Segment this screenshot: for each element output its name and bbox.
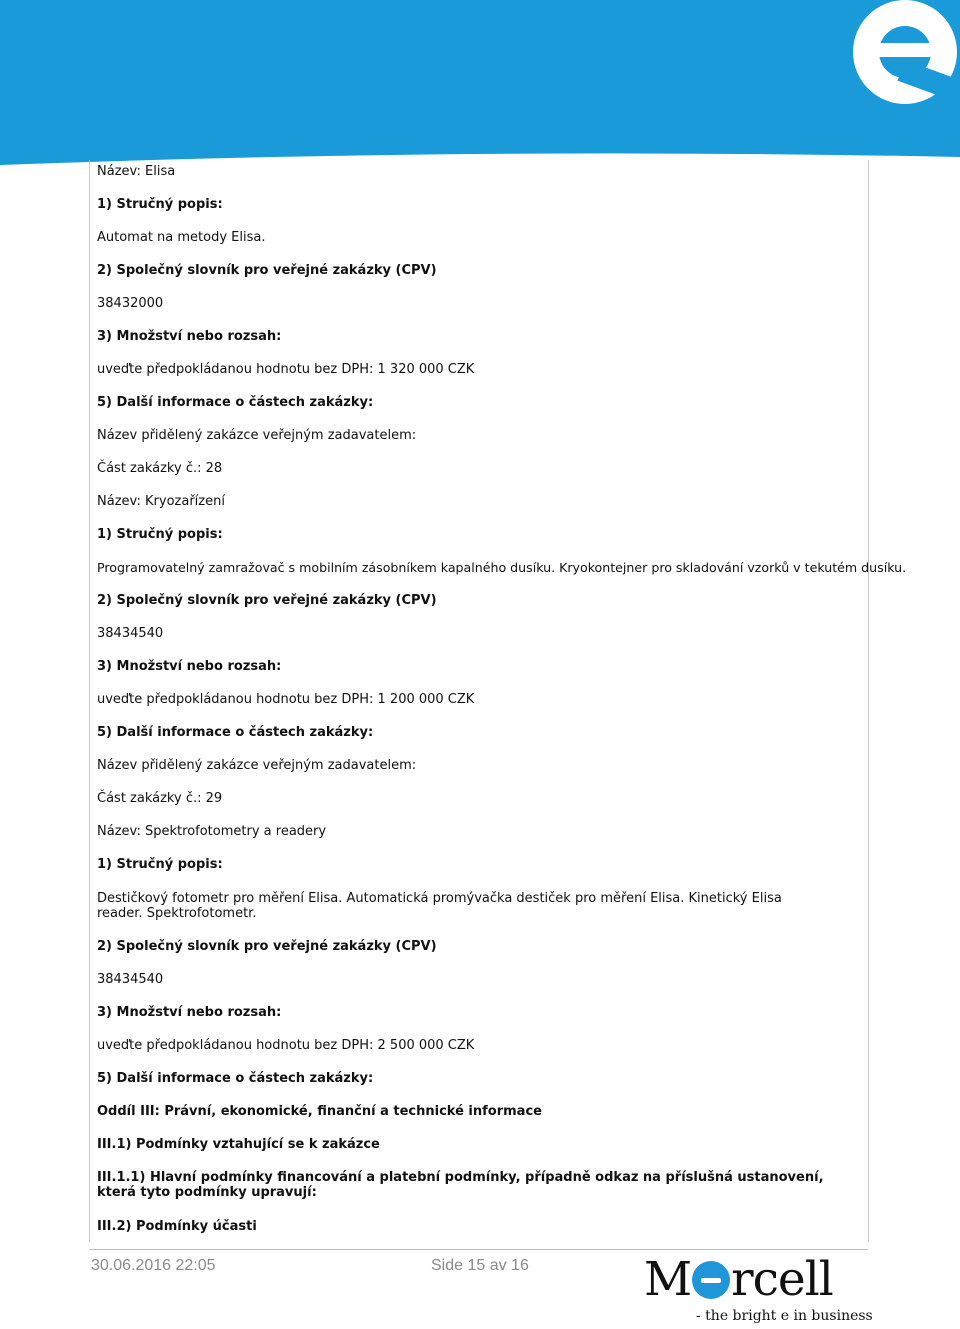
- company-logo: [644, 1252, 873, 1329]
- cpv-code: 38434540: [97, 972, 164, 987]
- section-heading: 5) Další informace o částech zakázky:: [97, 725, 374, 740]
- logo-e-icon: [692, 1261, 730, 1299]
- part-number-line: Část zakázky č.: 28: [97, 461, 223, 476]
- section-heading: 2) Společný slovník pro veřejné zakázky (CPV): [97, 263, 437, 278]
- field-label: Název přidělený zakázce veřejným zadavatelem:: [97, 758, 417, 773]
- footer-divider: [89, 1249, 868, 1250]
- section-heading: 1) Stručný popis:: [97, 527, 223, 542]
- estimated-value: uveďte předpokládanou hodnotu bez DPH: 1 320 000 CZK: [97, 362, 475, 377]
- cpv-code: 38434540: [97, 626, 164, 641]
- logo-tagline: - the bright e in business: [696, 1308, 873, 1324]
- description-text: Programovatelný zamražovač s mobilním zásobníkem kapalného dusíku. Kryokontejner pro skladování vzorků v tekutém dusíku.: [97, 560, 907, 575]
- section-heading: III.1) Podmínky vztahující se k zakázce: [97, 1137, 380, 1152]
- header-band-graphic: [0, 0, 960, 165]
- description-text: Destičkový fotometr pro měření Elisa. Automatická promývačka destiček pro měření Elisa. Kinetický Elisa reader. Spektrofotometr.: [97, 891, 782, 921]
- section-heading: 5) Další informace o částech zakázky:: [97, 1071, 374, 1086]
- cpv-code: 38432000: [97, 296, 164, 311]
- section-heading: 3) Množství nebo rozsah:: [97, 1005, 282, 1020]
- section-heading: 5) Další informace o částech zakázky:: [97, 395, 374, 410]
- page-number: Side 15 av 16: [431, 1257, 529, 1274]
- section-heading: 2) Společný slovník pro veřejné zakázky (CPV): [97, 593, 437, 608]
- section-heading: 1) Stručný popis:: [97, 197, 223, 212]
- part-name-line: Název: Kryozařízení: [97, 494, 225, 509]
- section-heading: 3) Množství nebo rozsah:: [97, 329, 282, 344]
- logo-wordmark: [644, 1254, 833, 1306]
- part-heading: Oddíl III: Právní, ekonomické, finanční a technické informace: [97, 1104, 542, 1119]
- field-label: Název přidělený zakázce veřejným zadavatelem:: [97, 428, 417, 443]
- part-name-line: Název: Spektrofotometry a readery: [97, 824, 327, 839]
- part-number-line: Část zakázky č.: 29: [97, 791, 223, 806]
- logo-text-right: rcell: [731, 1252, 833, 1307]
- logo-text-left: M: [644, 1252, 692, 1307]
- section-heading: III.1.1) Hlavní podmínky financování a platební podmínky, případně odkaz na příslušná ustanovení, která tyto podmínky upravují:: [97, 1170, 824, 1200]
- section-heading: 3) Množství nebo rozsah:: [97, 659, 282, 674]
- description-text: Automat na metody Elisa.: [97, 230, 266, 245]
- footer-date: 30.06.2016 22:05: [91, 1257, 216, 1274]
- section-heading: 1) Stručný popis:: [97, 857, 223, 872]
- part-name-line: Název: Elisa: [97, 164, 176, 179]
- estimated-value: uveďte předpokládanou hodnotu bez DPH: 2 500 000 CZK: [97, 1038, 475, 1053]
- section-heading: 2) Společný slovník pro veřejné zakázky (CPV): [97, 939, 437, 954]
- estimated-value: uveďte předpokládanou hodnotu bez DPH: 1 200 000 CZK: [97, 692, 475, 707]
- section-heading: III.2) Podmínky účasti: [97, 1219, 257, 1234]
- header-band: [0, 0, 960, 165]
